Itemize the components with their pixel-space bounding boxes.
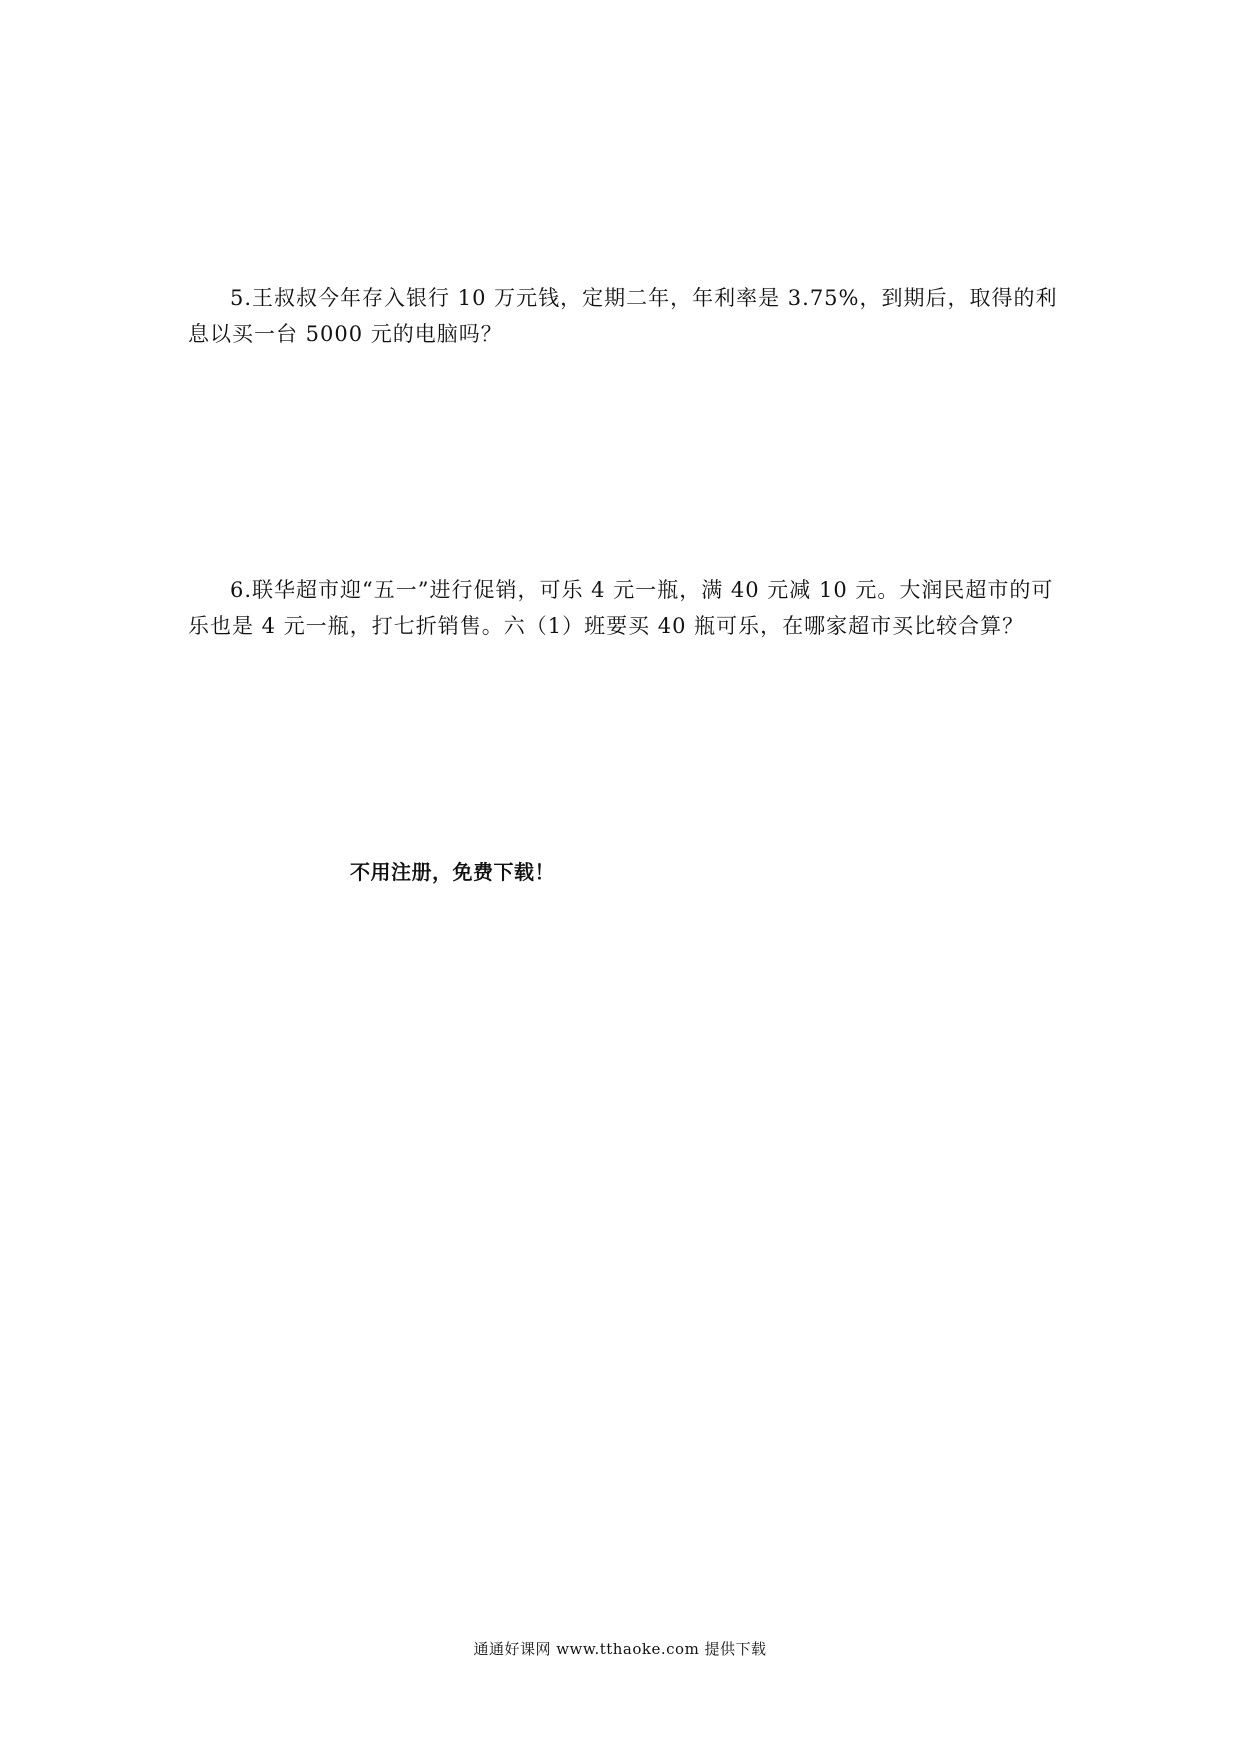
question-6-text: 6.联华超市迎“五一”进行促销，可乐 4 元一瓶，满 40 元减 10 元。大润民超市的可乐也是 4 元一瓶，打七折销售。六（1）班要买 40 瓶可乐，在哪家超市买比较合算？ [188, 578, 1054, 638]
question-5 [188, 280, 1058, 352]
download-notice: 不用注册，免费下载！ [350, 860, 555, 884]
question-5-text: 5.王叔叔今年存入银行 10 万元钱，定期二年，年利率是 3.75%，到期后，取得的利息以买一台 5000 元的电脑吗？ [188, 286, 1058, 346]
question-6 [188, 572, 1058, 644]
page-footer: 通通好课网 www.tthaoke.com 提供下载 [473, 1640, 767, 1658]
